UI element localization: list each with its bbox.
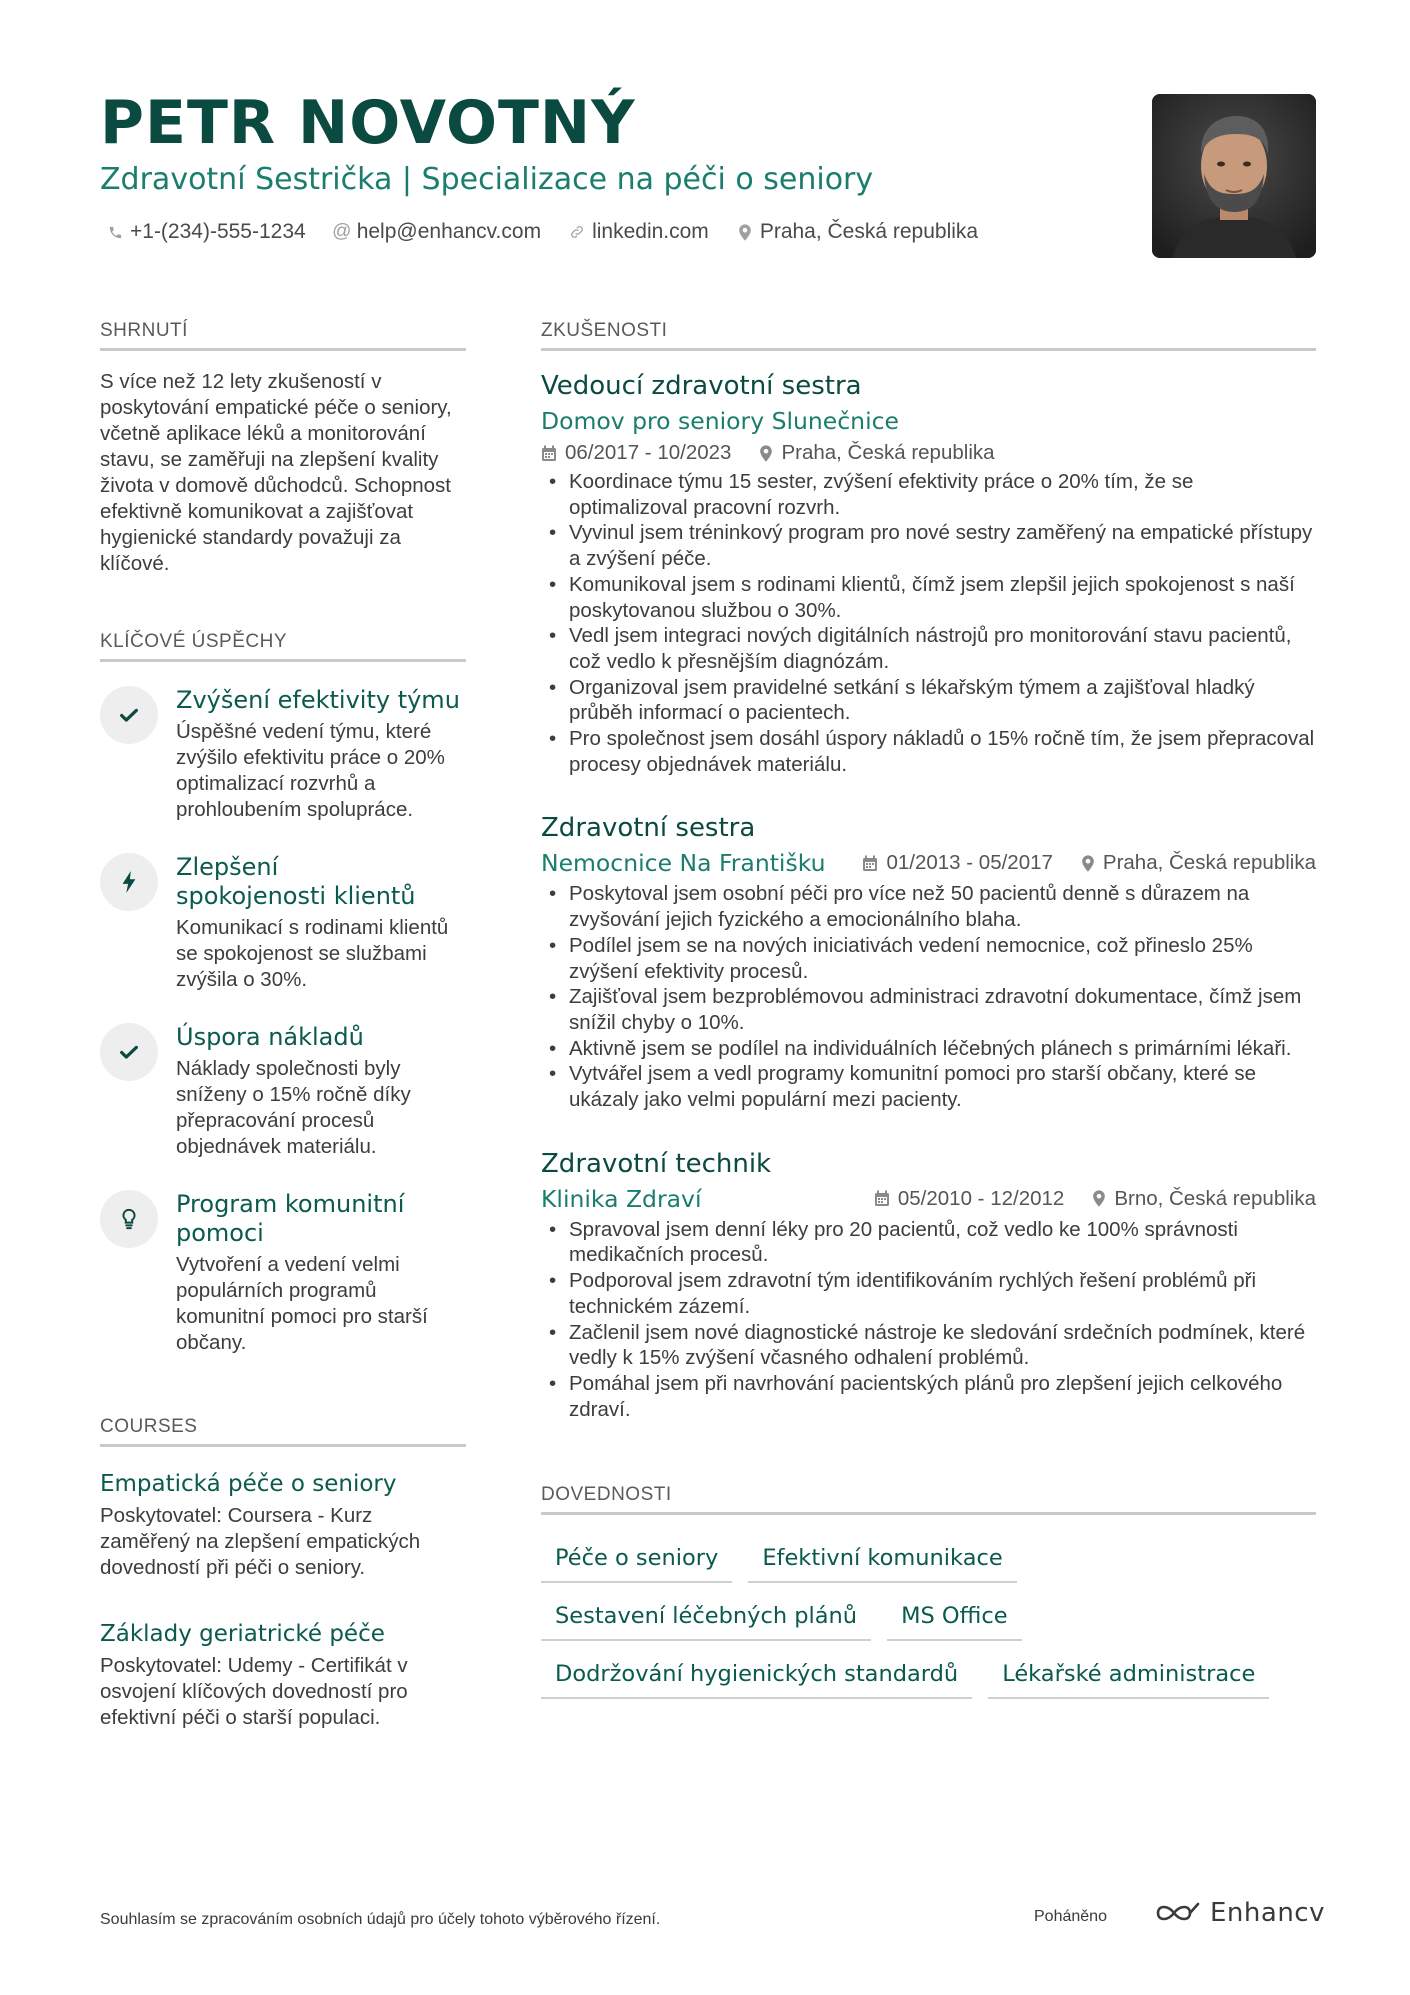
job-meta	[874, 1187, 1316, 1211]
summary-section	[100, 320, 466, 577]
job-header-row	[541, 1185, 1316, 1213]
achievement-text: Komunikací s rodinami klientů se spokojenost se službami zvýšila o 30%.	[176, 916, 449, 991]
at-icon: @	[332, 221, 352, 242]
skill-tag: Dodržování hygienických standardů	[541, 1651, 972, 1699]
list-item: • Koordinace týmu 15 sester, zvýšení efektivity práce o 20% tím, že se optimalizoval pracovní rozvrh.	[541, 469, 1316, 520]
summary-title: SHRNUTÍ	[100, 320, 466, 351]
list-item: • Začlenil jsem nové diagnostické nástroje ke sledování srdečních podmínek, které vedly k 15% zvýšení včasného odhalení problémů.	[541, 1320, 1316, 1371]
contact-bar	[106, 220, 1005, 244]
job-meta	[541, 441, 1316, 465]
list-item: • Pro společnost jsem dosáhl úspory nákladů o 15% ročně tím, že jsem přepracoval procesy objednávek materiálu.	[541, 726, 1316, 777]
job-title: Zdravotní sestra	[541, 813, 756, 844]
contact-phone	[106, 220, 306, 244]
contact-email[interactable]	[333, 220, 541, 244]
achievement-item	[100, 1190, 466, 1356]
achievements-title: KLÍČOVÉ ÚSPĚCHY	[100, 631, 466, 662]
skill-tag: Sestavení léčebných plánů	[541, 1593, 871, 1641]
skill-tag: Péče o seniory	[541, 1535, 732, 1583]
job-bullets	[541, 1217, 1316, 1423]
linkedin-text: linkedin.com	[592, 220, 709, 243]
right-column	[541, 320, 1316, 1699]
profile-photo	[1152, 94, 1316, 258]
achievements-section	[100, 631, 466, 1356]
achievement-text: Náklady společnosti byly sníženy o 15% ročně díky přepracování procesů objednávek materiálu.	[176, 1057, 411, 1158]
lightbulb-icon	[100, 1190, 158, 1248]
job-title: Zdravotní technik	[541, 1148, 772, 1179]
job-company: Nemocnice Na Františku	[541, 849, 826, 878]
lightning-icon	[100, 853, 158, 911]
achievement-item	[100, 686, 466, 823]
course-title: Empatická péče o seniory	[100, 1471, 397, 1497]
achievement-title: Úspora nákladů	[176, 1023, 364, 1051]
map-pin-icon	[1081, 855, 1095, 872]
list-item: • Komunikoval jsem s rodinami klientů, čímž jsem zlepšil jejich spokojenost s naší poskytovanou službou o 30%.	[541, 572, 1316, 623]
job-entry	[541, 371, 1316, 777]
calendar-icon	[874, 1190, 890, 1207]
list-item: • Aktivně jsem se podílel na individuálních léčebných plánech s primárními lékaři.	[541, 1036, 1316, 1062]
job-location-text: Brno, Česká republika	[1114, 1186, 1316, 1210]
skill-tag: Lékařské administrace	[988, 1651, 1269, 1699]
list-item: • Podílel jsem se na nových iniciativách vedení nemocnice, což přineslo 25% zvýšení efektivity procesů.	[541, 933, 1316, 984]
course-text: Poskytovatel: Coursera - Kurz zaměřený na zlepšení empatických dovedností při péči o seniory.	[100, 1504, 421, 1579]
skills-section	[541, 1484, 1316, 1699]
candidate-subtitle: Zdravotní Sestrička | Specializace na péči o seniory	[100, 162, 874, 197]
job-dates-text: 06/2017 - 10/2023	[565, 441, 732, 464]
job-company: Klinika Zdraví	[541, 1184, 702, 1213]
list-item: • Organizoval jsem pravidelné setkání s lékařským týmem a zajišťoval hladký průběh informací o pacientech.	[541, 675, 1316, 726]
job-location	[1081, 851, 1316, 875]
map-pin-icon	[1092, 1190, 1106, 1207]
courses-title: COURSES	[100, 1416, 466, 1447]
candidate-name: PETR NOVOTNÝ	[100, 88, 636, 158]
link-icon	[568, 223, 586, 241]
course-title: Základy geriatrické péče	[100, 1621, 385, 1647]
list-item: • Vyvinul jsem tréninkový program pro nové sestry zaměřený na empatické přístupy a zvýšení péče.	[541, 520, 1316, 571]
list-item: • Pomáhal jsem při navrhování pacientských plánů pro zlepšení jejich celkového zdraví.	[541, 1371, 1316, 1422]
contact-linkedin[interactable]	[568, 220, 709, 244]
skill-tag: MS Office	[887, 1593, 1022, 1641]
course-item	[100, 1621, 466, 1731]
achievement-text: Úspěšné vedení týmu, které zvýšilo efektivitu práce o 20% optimalizací rozvrhů a prohloubením spolupráce.	[176, 720, 445, 821]
job-title: Vedoucí zdravotní sestra	[541, 371, 862, 401]
achievement-item	[100, 853, 466, 993]
skills-list	[541, 1525, 1316, 1699]
job-dates	[862, 851, 1052, 875]
check-icon	[100, 686, 158, 744]
list-item: • Zajišťoval jsem bezproblémovou administraci zdravotní dokumentace, čímž jsem snížil chyby o 10%.	[541, 984, 1316, 1035]
job-dates	[874, 1187, 1064, 1211]
email-text: help@enhancv.com	[356, 220, 542, 243]
job-header-row	[541, 849, 1316, 877]
calendar-icon	[862, 855, 878, 872]
calendar-icon	[541, 445, 557, 462]
list-item: • Spravoval jsem denní léky pro 20 pacientů, což vedlo ke 100% správnosti medikačních procesů.	[541, 1217, 1316, 1268]
achievement-title: Program komunitní pomoci	[176, 1190, 405, 1247]
phone-text: +1-(234)-555-1234	[130, 220, 306, 243]
list-item: • Podporoval jsem zdravotní tým identifikováním rychlých řešení problémů při technickém zázemí.	[541, 1268, 1316, 1319]
job-meta	[862, 851, 1316, 875]
course-text: Poskytovatel: Udemy - Certifikát v osvojení klíčových dovedností pro efektivní péči o starší populaci.	[100, 1654, 408, 1729]
skill-tag: Efektivní komunikace	[748, 1535, 1016, 1583]
job-entry	[541, 1149, 1316, 1423]
courses-section	[100, 1416, 466, 1731]
achievement-text: Vytvoření a vedení velmi populárních programů komunitní pomoci pro starší občany.	[176, 1253, 428, 1354]
left-column	[100, 320, 466, 1731]
enhancv-logo[interactable]	[1154, 1898, 1325, 1928]
job-location	[1092, 1187, 1316, 1211]
list-item: • Poskytoval jsem osobní péči pro více než 50 pacientů denně s důrazem na zvyšování jejich fyzického a emocionálního blaha.	[541, 881, 1316, 932]
map-pin-icon	[736, 223, 754, 241]
experience-title: ZKUŠENOSTI	[541, 320, 1316, 351]
achievement-item	[100, 1023, 466, 1160]
contact-location	[736, 220, 978, 244]
achievement-title: Zlepšení spokojenosti klientů	[176, 853, 416, 910]
job-location	[759, 441, 994, 465]
experience-section	[541, 320, 1316, 1422]
job-dates	[541, 441, 731, 465]
job-entry	[541, 813, 1316, 1112]
job-bullets	[541, 881, 1316, 1112]
skills-title: DOVEDNOSTI	[541, 1484, 1316, 1515]
enhancv-logo-text: Enhancv	[1210, 1898, 1325, 1928]
phone-icon	[106, 223, 124, 241]
job-dates-text: 05/2010 - 12/2012	[897, 1186, 1065, 1210]
job-company: Domov pro seniory Slunečnice	[541, 407, 899, 435]
job-dates-text: 01/2013 - 05/2017	[886, 851, 1053, 875]
check-icon	[100, 1023, 158, 1081]
consent-text: Souhlasím se zpracováním osobních údajů pro účely tohoto výběrového řízení.	[100, 1911, 661, 1928]
achievement-title: Zvýšení efektivity týmu	[176, 686, 460, 714]
list-item: • Vedl jsem integraci nových digitálních nástrojů pro monitorování stavu pacientů, což vedlo k přesnějším diagnózám.	[541, 623, 1316, 674]
enhancv-logo-icon	[1154, 1900, 1202, 1926]
job-location-text: Praha, Česká republika	[1102, 851, 1316, 875]
location-text: Praha, Česká republika	[759, 220, 979, 243]
course-item	[100, 1471, 466, 1581]
list-item: • Vytvářel jsem a vedl programy komunitní pomoci pro starší občany, které se ukázaly jako velmi populární mezi pacienty.	[541, 1061, 1316, 1112]
job-bullets	[541, 469, 1316, 777]
summary-text: S více než 12 lety zkušeností v poskytování empatické péče o seniory, včetně aplikace léků a monitorování stavu, se zaměřuji na zlepšení kvality života v domově důchodců. Schopnost efektivně komunikovat a zajišťovat hygienické standardy považuji za klíčové.	[100, 370, 452, 575]
map-pin-icon	[759, 445, 773, 462]
job-location-text: Praha, Česká republika	[781, 441, 995, 464]
powered-by-text: Poháněno	[1034, 1908, 1107, 1925]
